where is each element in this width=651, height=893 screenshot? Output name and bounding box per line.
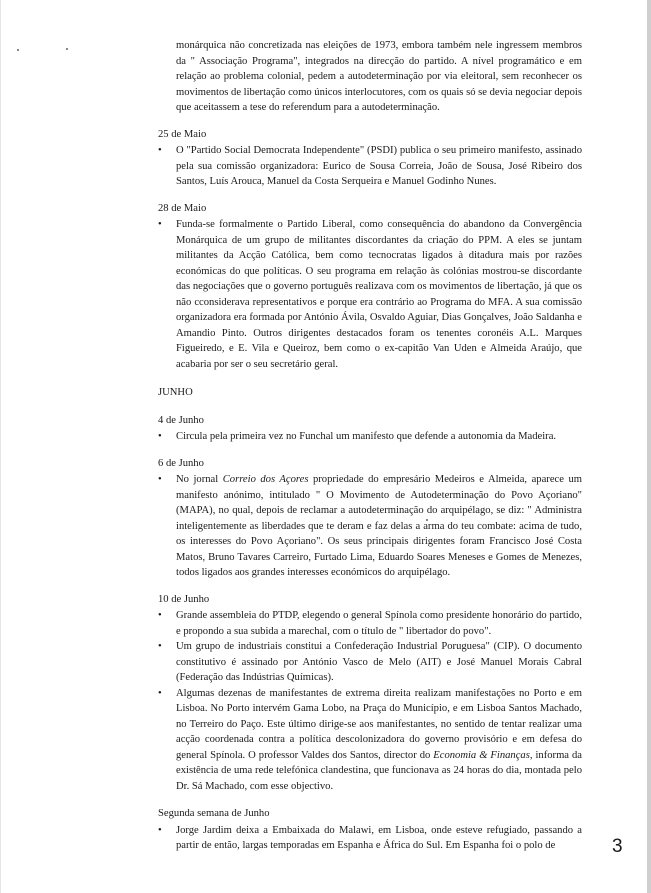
entry-list-segunda-semana bbox=[158, 823, 582, 854]
entry-text-start: No jornal bbox=[176, 474, 223, 485]
date-heading-28-maio: 28 de Maio bbox=[158, 202, 207, 214]
date-heading-6-junho: 6 de Junho bbox=[158, 457, 204, 469]
entry-text: Jorge Jardim deixa a Embaixada do Malawi, em Lisboa, onde esteve refugiado, passando a partir de então, largas temporadas em Espanha e África do Sul. Em Espanha foi o polo de bbox=[176, 824, 582, 851]
page-number: 3 bbox=[612, 836, 623, 857]
list-item bbox=[158, 143, 582, 190]
entry-text: Funda-se formalmente o Partido Liberal, como consequência do abandono da Convergência Monárquica de um grupo de militantes discordantes da criação do PPM. A eles se juntam militantes da Acção Católica, bem como tecnocratas ligados à ditadura mais por razões económicas do que políticas. O seu programa em relação às colónias mostrou-se discordante das negociações que o governo português realizava com os movimentos de libertação, já que os não cconsiderava representativos e porque era contrário ao Programa do MFA. A sua comissão organizadora era formada por António Ávila, Osvaldo Aguiar, Dias Gonçalves, João Saldanha e Amandio Pinto. Outros dirigentes destacados foram os tenentes coronéis A.L. Marques Figueiredo, e E. Vila e Queiroz, bem como o ex-capitão Van Uden e Almeida Araújo, que acabaria por ser o seu secretário geral. bbox=[176, 219, 582, 370]
entry-list-6-junho bbox=[158, 472, 582, 581]
bullet-icon: • bbox=[158, 474, 162, 485]
entry-text: Circula pela primeira vez no Funchal um manifesto que defende a autonomia da Madeira. bbox=[176, 431, 557, 442]
journal-title: Correio dos Açores bbox=[222, 474, 309, 485]
bullet-icon: • bbox=[158, 219, 162, 230]
scan-speck bbox=[17, 49, 19, 51]
entry-list-10-junho bbox=[158, 608, 582, 794]
date-heading-10-junho: 10 de Junho bbox=[158, 593, 210, 605]
list-item bbox=[158, 472, 582, 581]
entry-text: O "Partido Social Democrata Independente" (PSDI) publica o seu primeiro manifesto, assinado pela sua comissão organizadora: Eurico de Sousa Correia, João de Sousa, José Ribeiro dos Santos, Luís Arouca, Manuel da Costa Serqueira e Manuel Godinho Nunes. bbox=[176, 145, 582, 187]
bullet-icon: • bbox=[158, 641, 162, 652]
list-item bbox=[158, 686, 582, 795]
entry-list-4-junho bbox=[158, 429, 582, 445]
document-body bbox=[158, 38, 582, 854]
list-item bbox=[158, 608, 582, 639]
bullet-icon: • bbox=[158, 145, 162, 156]
intro-paragraph: monárquica não concretizada nas eleições de 1973, embora também nele ingressem membros da " Associação Programa", integrados na direcção do partido. A nível programático e em relação ao problema colonial, pedem a autodeterminação por via eleitoral, sem reconhecer os movimentos de libertação como únicos interlocutores, com os quais só se devia negociar depois que aceitassem a tese do referendum para a autodeterminação. bbox=[176, 40, 582, 113]
date-heading-segunda-semana: Segunda semana de Junho bbox=[158, 808, 270, 819]
entry-text-rest: , informa da existência de uma rede telefónica clandestina, que funcionava as 24 horas do dia, montada pelo Dr. Sá Machado, com esse objectivo. bbox=[176, 749, 582, 792]
bullet-icon: • bbox=[158, 687, 162, 699]
entry-text: Um grupo de industriais constitui a Confederação Industrial Poruguesa" (CIP). O documento constitutivo é assinado por António Vasco de Melo (AIT) e José Manuel Morais Cabral (Federação das Indústrias Químicas). bbox=[176, 641, 582, 683]
month-heading: JUNHO bbox=[158, 387, 193, 398]
entry-text: Grande assembleia do PTDP, elegendo o general Spínola como presidente honorário do partido, e propondo a sua subida a marechal, com o título de " libertador do povo". bbox=[176, 610, 582, 637]
entry-text-rest: propriedade do empresário Medeiros e Almeida, aparece um manifesto anónimo, intitulado " O Movimento de Autodeterminação do Povo Açoriano" (MAPA), no qual, depois de reclamar a autodeterminação do arquipélago, se diz: " Administra inteligentemente as liberdades que te deram e faz delas a arma do teu combate: acima de tudo, os interesses do Povo Açoriano". Os seus principais dirigentes foram Francisco José Costa Matos, Bruno Tavares Carreiro, Furtado Lima, Eduardo Soares Meneses e Gomes de Menezes, todos ligados aos grandes interesses económicos do arquipélago. bbox=[176, 474, 582, 578]
list-item bbox=[158, 217, 582, 372]
bullet-icon: • bbox=[158, 431, 162, 442]
bullet-icon: • bbox=[158, 824, 162, 836]
page-edge-left bbox=[0, 0, 1, 893]
date-heading-4-junho: 4 de Junho bbox=[158, 414, 204, 426]
entry-list-28-maio bbox=[158, 217, 582, 372]
entry-list-25-maio bbox=[158, 143, 582, 190]
journal-title: Economia & Finanças bbox=[433, 749, 530, 761]
date-heading-25-maio: 25 de Maio bbox=[158, 128, 207, 140]
bullet-icon: • bbox=[158, 610, 162, 621]
scan-speck bbox=[66, 48, 68, 50]
list-item bbox=[158, 823, 582, 854]
entry-text-start: Algumas dezenas de manifestantes de extrema direita realizam manifestações no Porto e em Lisboa. No Porto intervém Gama Lobo, na Praça do Município, e em Lisboa Santos Machado, no Terreiro do Paço. Este último dirige-se aos manifestantes, no sentido de tentar realizar uma acção coordenada contra a política descolonizadora do governo provisório e em defesa do general Spínola. O professor Valdes dos Santos, director do bbox=[176, 687, 582, 761]
list-item bbox=[158, 639, 582, 686]
page-edge-right bbox=[647, 0, 651, 893]
list-item bbox=[158, 429, 582, 445]
